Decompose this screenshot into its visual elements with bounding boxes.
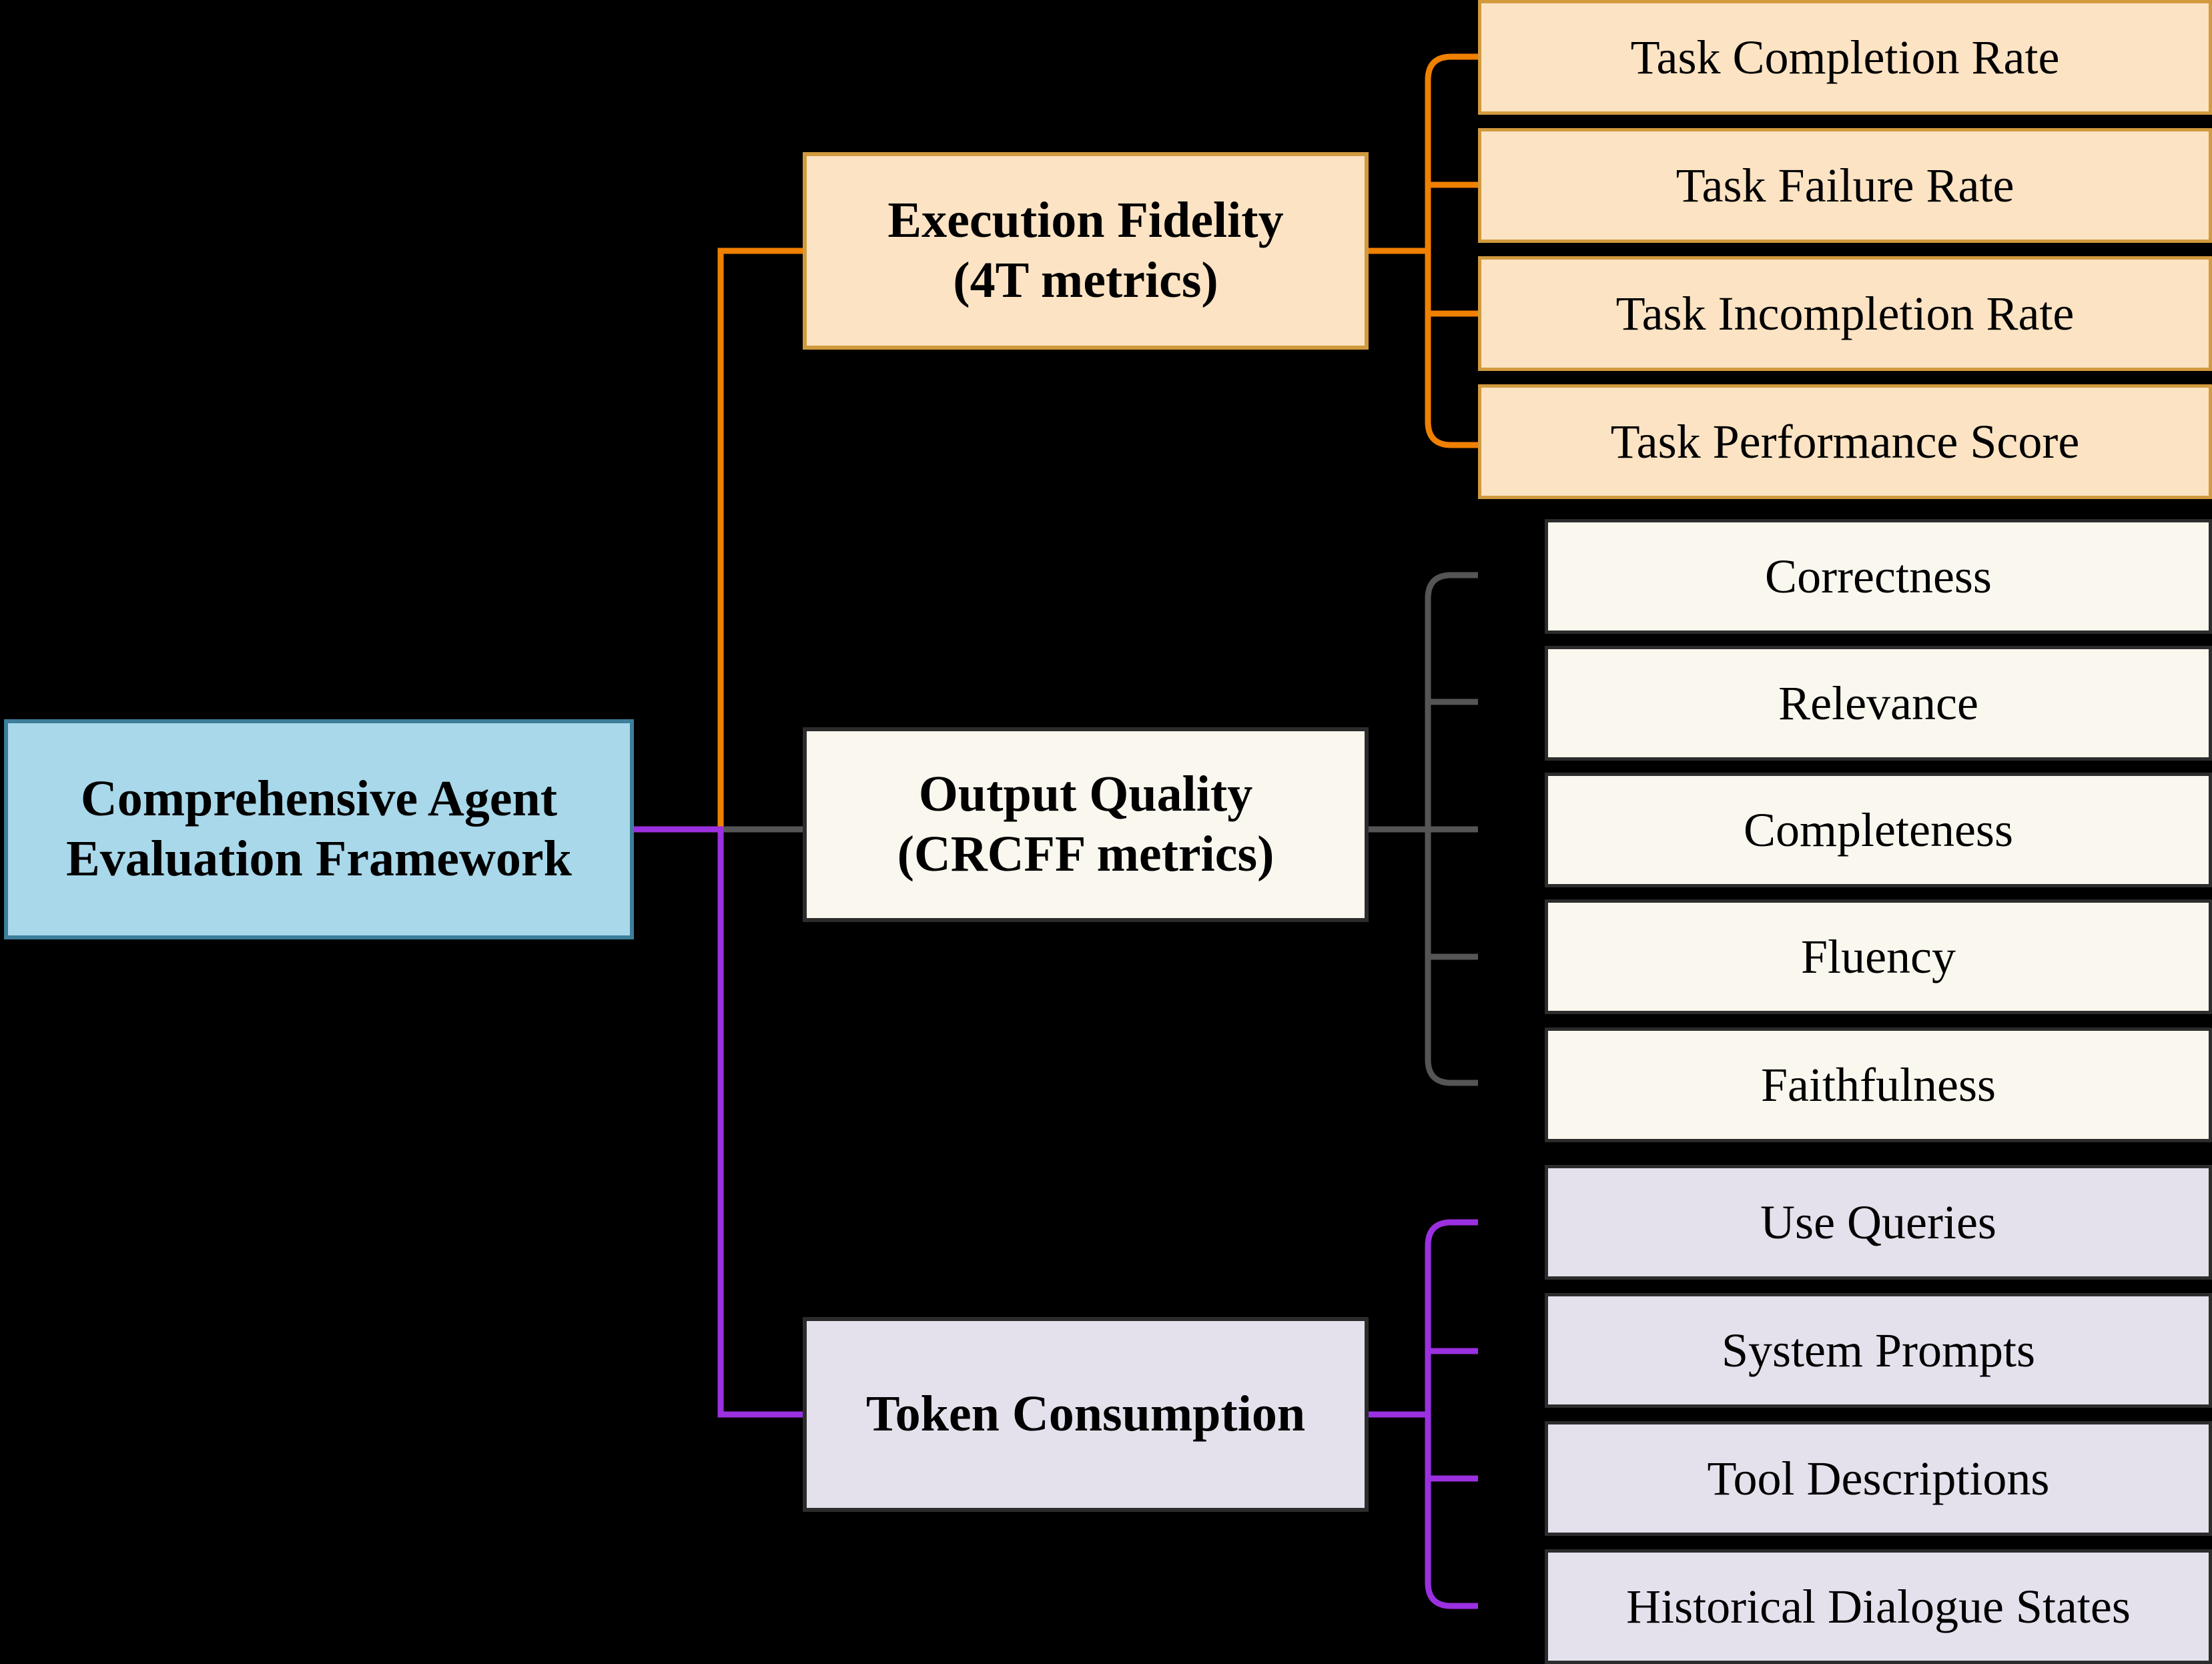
leaf-label: Historical Dialogue States bbox=[1626, 1579, 2131, 1633]
leaf-label: Task Performance Score bbox=[1610, 414, 2080, 468]
branch-label-line1: Execution Fidelity bbox=[887, 192, 1284, 249]
leaf-label: Completeness bbox=[1744, 803, 2013, 857]
leaf-label: Task Completion Rate bbox=[1630, 30, 2060, 84]
leaf-label: Relevance bbox=[1778, 676, 1978, 730]
branch-label-line1: Token Consumption bbox=[865, 1386, 1306, 1442]
branch-label-line1: Output Quality bbox=[918, 766, 1253, 823]
branch-label-line2: (CRCFF metrics) bbox=[897, 826, 1274, 882]
leaf-label: Faithfulness bbox=[1761, 1058, 1996, 1112]
leaf-label: Use Queries bbox=[1760, 1195, 1996, 1249]
root-node[interactable] bbox=[4, 719, 634, 939]
leaf-node-fluency[interactable] bbox=[1545, 899, 2212, 1014]
leaf-node-task-failure-rate[interactable] bbox=[1478, 128, 2212, 243]
leaf-node-faithfulness[interactable] bbox=[1545, 1027, 2212, 1142]
leaf-node-historical-dialogue-states[interactable] bbox=[1545, 1549, 2212, 1664]
leaf-node-correctness[interactable] bbox=[1545, 519, 2212, 634]
leaf-node-relevance[interactable] bbox=[1545, 646, 2212, 761]
leaf-node-system-prompts[interactable] bbox=[1545, 1293, 2212, 1408]
leaf-label: System Prompts bbox=[1721, 1323, 2036, 1377]
root-label-line1: Comprehensive Agent bbox=[80, 771, 558, 827]
leaf-node-completeness[interactable] bbox=[1545, 773, 2212, 887]
leaf-node-tool-descriptions[interactable] bbox=[1545, 1421, 2212, 1536]
leaf-label: Task Failure Rate bbox=[1676, 158, 2014, 212]
leaf-label: Task Incompletion Rate bbox=[1615, 286, 2075, 340]
leaf-node-use-queries[interactable] bbox=[1545, 1165, 2212, 1280]
branch-node-token-consumption[interactable] bbox=[803, 1317, 1369, 1512]
leaf-label: Tool Descriptions bbox=[1707, 1451, 2050, 1505]
leaf-node-task-incompletion-rate[interactable] bbox=[1478, 256, 2212, 371]
branch-node-output-quality[interactable] bbox=[803, 727, 1369, 922]
leaf-node-task-completion-rate[interactable] bbox=[1478, 0, 2212, 115]
leaf-label: Fluency bbox=[1801, 929, 1956, 983]
branch-label-line2: (4T metrics) bbox=[953, 252, 1218, 308]
leaf-node-task-performance-score[interactable] bbox=[1478, 384, 2212, 499]
branch-node-execution-fidelity[interactable] bbox=[803, 152, 1369, 350]
root-label-line2: Evaluation Framework bbox=[66, 831, 572, 887]
leaf-label: Correctness bbox=[1765, 549, 1992, 603]
